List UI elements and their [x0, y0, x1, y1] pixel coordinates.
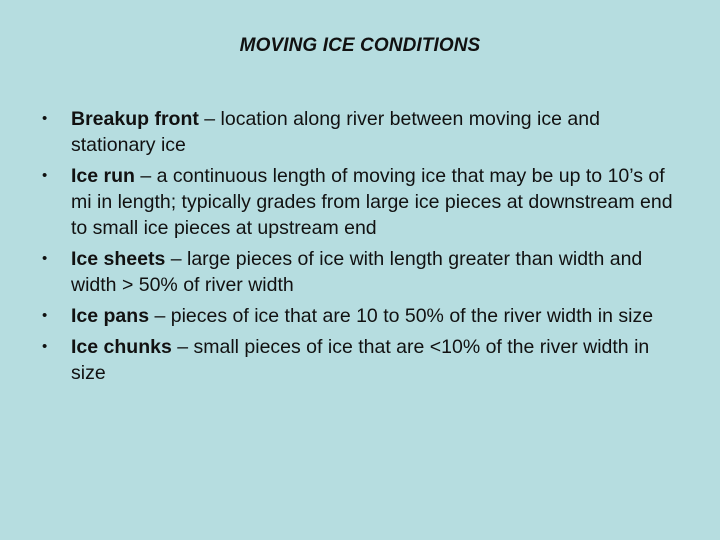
bullet-list [0, 106, 720, 391]
bullet-text: – large pieces of ice with length greater than width and width > 50% of river width [71, 248, 643, 296]
bullet-term: Ice chunks [71, 336, 172, 358]
bullet-term: Ice run [71, 165, 135, 187]
bullet-icon: • [42, 167, 48, 184]
bullet-term: Ice sheets [71, 248, 166, 270]
bullet-icon: • [42, 110, 48, 127]
bullet-icon: • [42, 338, 48, 355]
bullet-term: Ice pans [71, 305, 150, 327]
bullet-icon: • [42, 250, 48, 267]
bullet-icon: • [42, 307, 48, 324]
bullet-item-ice-chunks [0, 334, 720, 386]
bullet-item-breakup-front [0, 106, 720, 158]
bullet-text: – pieces of ice that are 10 to 50% of the river width in size [149, 305, 654, 327]
bullet-term: Breakup front [71, 108, 199, 130]
bullet-text: – a continuous length of moving ice that may be up to 10’s of mi in length; typically grades from large ice pieces at downstream end to small ice pieces at upstream end [71, 165, 673, 239]
slide-title: MOVING ICE CONDITIONS [239, 35, 481, 56]
bullet-text: – small pieces of ice that are <10% of the river width in size [71, 336, 650, 384]
bullet-text: – location along river between moving ice and stationary ice [71, 108, 600, 156]
bullet-item-ice-pans [0, 303, 720, 329]
bullet-item-ice-sheets [0, 246, 720, 298]
bullet-item-ice-run [0, 163, 720, 241]
